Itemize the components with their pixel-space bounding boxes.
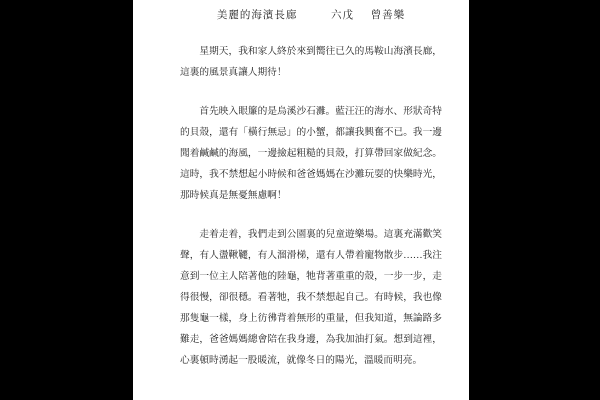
essay-title-line: [180, 5, 442, 26]
essay-page: [133, 0, 469, 400]
essay-paragraph: 走着走着，我們走到公園裏的兒童遊樂場。這裏充滿歡笑聲，有人盪鞦韆，有人溜滑梯，還有人帶着寵物散步……我注意到一位主人陪著他的陸龜，牠背著重重的殼，一步一步，走得很慢，卻很穩。看著牠，我不禁想起自己。有時候，我也像那隻龜一樣，身上彷彿背着無形的重量，但我知道，無論路多難走，爸爸媽媽總會陪在我身邊，為我加油打氣。想到這裡，心裏頓時湧起一股暖流，就像冬日的陽光，溫暖而明亮。: [180, 229, 442, 366]
essay-author: 曾善樂: [370, 10, 406, 21]
essay-class: 六戊: [331, 10, 354, 21]
essay-paragraph: 首先映入眼簾的是烏溪沙石灘。藍汪汪的海水、形狀奇特的貝殼，還有「橫行無忌」的小蟹，都讓我興奮不已。我一邊聞着鹹鹹的海風，一邊撿起粗糙的貝殼，打算帶回家做紀念。這時，我不禁想起小時候和爸爸媽媽在沙灘玩耍的快樂時光，那時候真是無憂無慮啊！: [180, 106, 442, 201]
essay-body: [180, 41, 442, 371]
essay-title: 美麗的海濱長廊: [216, 10, 298, 21]
essay-paragraph: 星期天，我和家人終於來到嚮往已久的馬鞍山海濱長廊，這裏的風景真讓人期待！: [180, 46, 442, 78]
